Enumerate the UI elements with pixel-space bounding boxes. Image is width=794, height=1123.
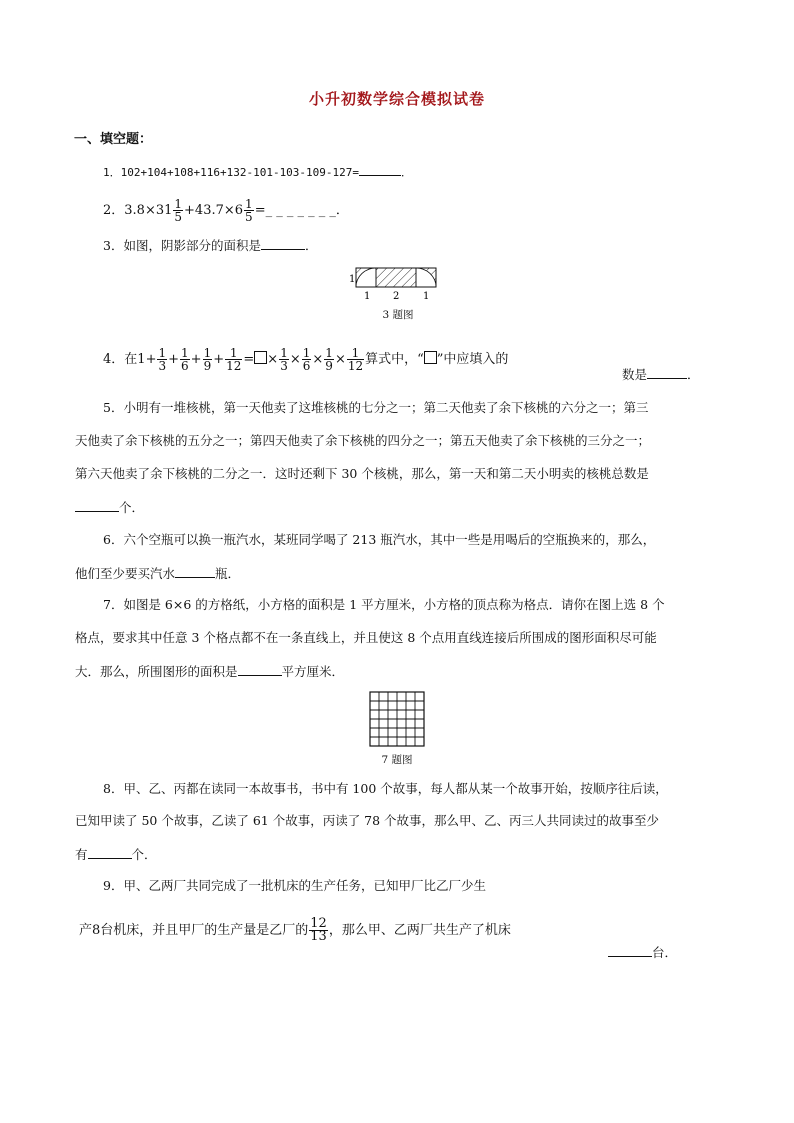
q9-frac-den: 13 (310, 929, 327, 944)
section-header: 一、填空题： (74, 132, 153, 147)
q4-times-4: × (334, 352, 346, 367)
q4-lhs-frac-2 (180, 347, 190, 372)
q1-text: 1．102+104+108+116+132-101-103-109-127= (103, 166, 360, 179)
q2-eq: = (254, 203, 266, 218)
q9-line-2a: 产8台机床，并且甲厂的生产量是乙厂的 (79, 923, 309, 938)
q4-rhs-frac-3 (324, 347, 334, 372)
q4-lhs-frac-4 (225, 347, 242, 372)
q7-line-2: 格点，要求其中任意 3 个格点都不在一条直线上，并且使这 8 个点用直线连接后所围成的图形面积尽可能 (75, 630, 657, 645)
q4-plus-4: + (213, 352, 225, 367)
q2-frac-2-den: 5 (245, 210, 253, 224)
q4-one: 1 (137, 352, 146, 367)
q4-lhs-frac-3 (203, 347, 213, 372)
q8-line-3b: 个． (131, 847, 157, 862)
q2-b: +43.7×6 (184, 203, 244, 218)
q3-blank (261, 237, 305, 250)
q2-frac-2 (244, 198, 254, 223)
q4-plus-3: + (190, 352, 202, 367)
q4-after-2: ”中应填入的 (436, 352, 509, 367)
q2-a: 3.8×31 (124, 203, 173, 218)
q3-caption: 3 题图 (382, 309, 414, 321)
q2-frac-1 (173, 198, 183, 223)
q4-rhs-frac-2 (302, 347, 312, 372)
q4-end: ． (687, 367, 700, 382)
q9-end: 台． (652, 945, 678, 960)
q4-plus-2: + (168, 352, 180, 367)
question-4 (103, 347, 508, 372)
q4-lhs-frac-3-num: 1 (203, 346, 212, 360)
q4-box-1 (254, 351, 267, 364)
q6-line-1: 6．六个空瓶可以换一瓶汽水，某班同学喝了 213 瓶汽水，其中一些是用喝后的空瓶换来的，那么， (103, 532, 656, 547)
question-3 (103, 237, 317, 254)
q7-blank (238, 663, 282, 676)
q3-fig-b3: 1 (423, 291, 430, 302)
q4-label: 4．在 (103, 352, 138, 367)
q3-fig-b1: 1 (364, 291, 371, 302)
q2-dashes: _ _ _ _ _ _ _ (265, 203, 336, 218)
q4-rhs-frac-4-num: 1 (347, 347, 364, 360)
q4-lhs-frac-4-num: 1 (225, 347, 242, 360)
q2-frac-1-num: 1 (174, 197, 183, 211)
question-1 (103, 163, 412, 181)
q8-line-3a: 有 (75, 847, 88, 862)
q4-rhs-frac-4-den: 12 (347, 359, 364, 373)
q9-line-1: 9．甲、乙两厂共同完成了一批机床的生产任务，已知甲厂比乙厂少生 (103, 878, 486, 893)
q9-line-2 (79, 918, 511, 943)
q3-figure (348, 264, 440, 302)
q7-line-3a: 大．那么，所围图形的面积是 (75, 664, 238, 679)
q5-blank (75, 499, 119, 512)
q3-end: ． (304, 238, 318, 253)
question-2 (103, 198, 349, 223)
q6-line-2 (75, 565, 240, 582)
q6-line-2b: 瓶． (215, 566, 241, 581)
q4-lhs-frac-1-num: 1 (158, 346, 167, 360)
q4-after: 算式中，“ (365, 352, 424, 367)
q4-rhs-frac-2-num: 1 (302, 346, 311, 360)
q5-line-4 (75, 499, 144, 516)
q4-lhs-frac-1 (157, 347, 167, 372)
q3-fig-left-label: 1 (349, 274, 356, 285)
q5-line-1: 5．小明有一堆核桃，第一天他卖了这堆核桃的七分之一；第二天他卖了余下核桃的六分之一；第三 (103, 400, 649, 415)
q4-times-3: × (312, 352, 324, 367)
q7-line-3 (75, 663, 344, 680)
q8-line-1: 8．甲、乙、丙都在读同一本故事书，书中有 100 个故事，每人都从某一个故事开始，按顺序往后读， (103, 781, 668, 796)
q2-frac-1-den: 5 (174, 210, 183, 224)
q4-lhs-frac-1-den: 3 (158, 359, 167, 373)
q7-grid-figure (369, 691, 425, 747)
q1-blank (359, 163, 401, 176)
q5-line-3: 第六天他卖了余下核桃的二分之一．这时还剩下 30 个核桃，那么，第一天和第二天小明卖的核桃总数是 (75, 466, 649, 481)
q4-rhs-frac-1-num: 1 (280, 346, 288, 360)
q5-line-2: 天他卖了余下核桃的五分之一；第四天他卖了余下核桃的四分之一；第五天他卖了余下核桃的三分之一； (75, 433, 651, 448)
q4-times-2: × (289, 352, 301, 367)
q2-label: 2． (103, 203, 125, 218)
q7-line-3b: 平方厘米． (281, 664, 345, 679)
q7-line-1: 7．如图是 6×6 的方格纸，小方格的面积是 1 平方厘米，小方格的顶点称为格点．请你在图上选 8 个 (103, 597, 665, 612)
q4-rhs-frac-4 (347, 347, 364, 372)
q8-line-2: 已知甲读了 50 个故事，乙读了 61 个故事，丙读了 78 个故事，那么甲、乙、丙三人共同读过的故事至少 (75, 813, 660, 828)
q4-rhs-frac-1-den: 3 (280, 359, 288, 373)
q4-rhs-frac-3-den: 9 (325, 359, 333, 373)
q9-blank (608, 944, 652, 957)
q4-rhs-frac-2-den: 6 (302, 359, 311, 373)
q9-line-3 (608, 944, 677, 961)
q4-line2: 数是 (622, 367, 648, 382)
q2-end: ． (335, 203, 349, 218)
q4-lhs-frac-3-den: 9 (203, 359, 212, 373)
q9-frac-num: 12 (310, 916, 327, 931)
q4-rhs-frac-1 (279, 347, 289, 372)
q4-plus-1: + (145, 352, 157, 367)
q4-eq: = (243, 352, 255, 367)
q9-line-2b: ，那么甲、乙两厂共生产了机床 (328, 923, 511, 938)
q4-blank (647, 366, 687, 379)
q4-lhs-frac-2-den: 6 (181, 359, 189, 373)
q5-line-4-text: 个． (119, 500, 145, 515)
q3-text: 3．如图，阴影部分的面积是 (103, 238, 261, 253)
q8-line-3 (75, 846, 157, 863)
q8-blank (88, 846, 132, 859)
q7-caption: 7 题图 (381, 754, 413, 766)
q2-frac-2-num: 1 (245, 197, 253, 211)
page-title: 小升初数学综合模拟试卷 (308, 90, 485, 108)
q4-box-2 (424, 351, 437, 364)
q4-rhs-frac-3-num: 1 (325, 346, 333, 360)
q4-times-1: × (267, 352, 279, 367)
q6-blank (175, 565, 215, 578)
q1-end: ． (401, 166, 413, 179)
q6-line-2a: 他们至少要买汽水 (75, 566, 176, 581)
question-4-line-2 (622, 366, 700, 383)
q9-frac (309, 918, 328, 943)
q4-lhs-frac-4-den: 12 (226, 359, 242, 373)
q3-fig-b2: 2 (393, 291, 400, 302)
q4-lhs-frac-2-num: 1 (181, 346, 189, 360)
